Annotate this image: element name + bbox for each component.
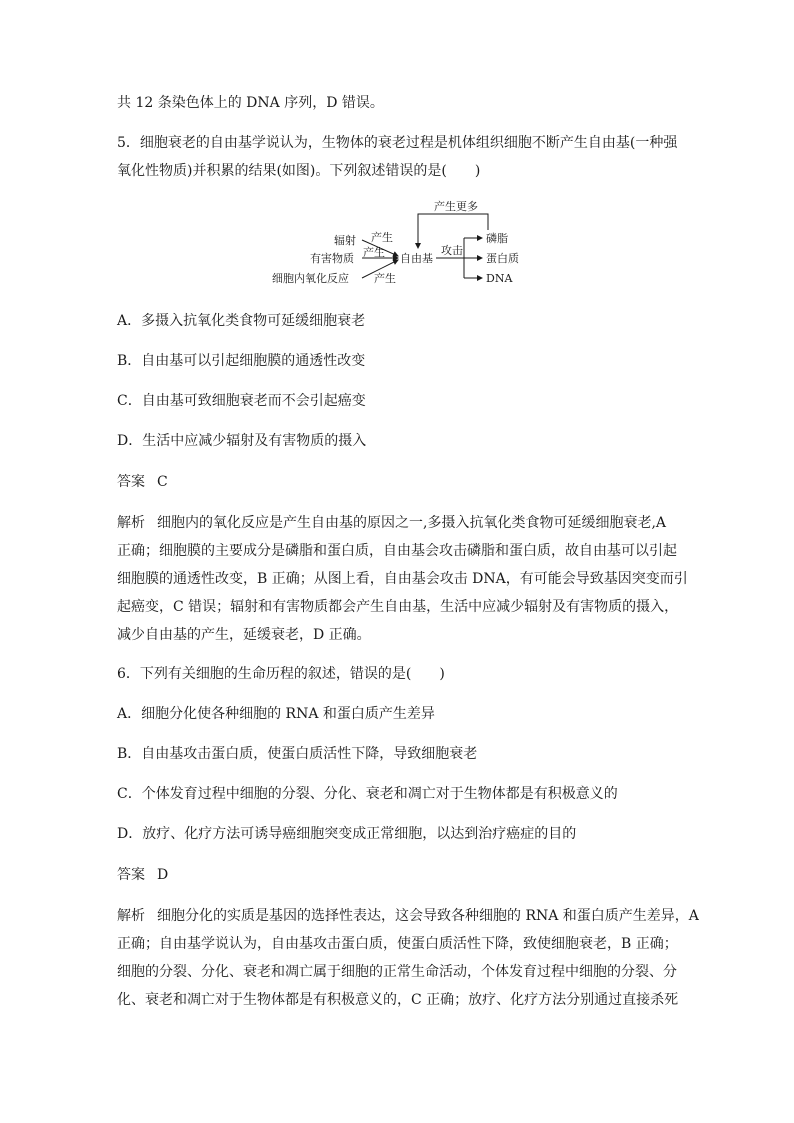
diagram-target-1: 磷脂	[486, 232, 508, 245]
option-6-c: C．个体发育过程中细胞的分裂、分化、衰老和凋亡对于生物体都是有积极意义的	[117, 786, 618, 802]
produce-label-1: 产生	[371, 231, 393, 244]
option-5-c: C．自由基可致细胞衰老而不会引起癌变	[117, 393, 366, 409]
explanation-6-line-3: 细胞的分裂、分化、衰老和凋亡属于细胞的正常生命活动，个体发育过程中细胞的分裂、分	[117, 964, 677, 980]
produce-label-2: 产生	[363, 246, 385, 259]
explanation-label: 解析	[117, 515, 145, 531]
explanation-6-line-4: 化、衰老和凋亡对于生物体都是有积极意义的，C 正确；放疗、化疗方法分别通过直接杀死	[117, 992, 679, 1008]
option-5-a: A．多摄入抗氧化类食物可延缓细胞衰老	[117, 313, 366, 329]
explanation-5-line-4: 起癌变，C 错误；辐射和有害物质都会产生自由基，生活中应减少辐射及有害物质的摄入，	[117, 599, 679, 615]
explanation-text: 细胞内的氧化反应是产生自由基的原因之一,多摄入抗氧化类食物可延缓细胞衰老,A	[157, 515, 667, 531]
free-radical-diagram	[270, 196, 540, 292]
option-6-a: A．细胞分化使各种细胞的 RNA 和蛋白质产生差异	[117, 706, 435, 722]
produce-label-3: 产生	[374, 272, 396, 285]
question-5-stem: 5．细胞衰老的自由基学说认为，生物体的衰老过程是机体组织细胞不断产生自由基(一种强	[117, 135, 678, 151]
explanation-5-line-1	[117, 513, 666, 533]
answer-5	[117, 472, 168, 492]
question-5-stem-cont: 氧化性物质)并积累的结果(如图)。下列叙述错误的是( )	[117, 163, 481, 179]
diagram-source-1: 辐射	[334, 234, 356, 247]
diagram-target-2: 蛋白质	[486, 252, 519, 265]
answer-label: 答案	[117, 474, 145, 490]
attack-label: 攻击	[441, 244, 463, 257]
diagram-svg	[270, 196, 540, 292]
option-5-d: D．生活中应减少辐射及有害物质的摄入	[117, 433, 367, 449]
feedback-label: 产生更多	[434, 200, 478, 213]
text-line: 共 12 条染色体上的 DNA 序列，D 错误。	[117, 95, 384, 111]
option-5-b: B．自由基可以引起细胞膜的通透性改变	[117, 353, 366, 369]
diagram-target-3: DNA	[486, 272, 513, 285]
explanation-text: 细胞分化的实质是基因的选择性表达，这会导致各种细胞的 RNA 和蛋白质产生差异，A	[157, 908, 699, 924]
explanation-6-line-2: 正确；自由基学说认为，自由基攻击蛋白质，使蛋白质活性下降，致使细胞衰老，B 正确；	[117, 936, 678, 952]
answer-value: D	[157, 867, 169, 883]
option-6-b: B．自由基攻击蛋白质，使蛋白质活性下降，导致细胞衰老	[117, 746, 478, 762]
explanation-5-line-2: 正确；细胞膜的主要成分是磷脂和蛋白质，自由基会攻击磷脂和蛋白质，故自由基可以引起	[117, 543, 677, 559]
feedback-arrow	[418, 214, 488, 248]
explanation-label: 解析	[117, 908, 145, 924]
explanation-5-line-3: 细胞膜的通透性改变，B 正确；从图上看，自由基会攻击 DNA，有可能会导致基因突变而引	[117, 571, 688, 587]
option-6-d: D．放疗、化疗方法可诱导癌细胞突变成正常细胞，以达到治疗癌症的目的	[117, 826, 577, 842]
answer-value: C	[157, 474, 168, 490]
explanation-5-line-5: 减少自由基的产生，延缓衰老，D 正确。	[117, 627, 371, 643]
answer-label: 答案	[117, 867, 145, 883]
diagram-source-2: 有害物质	[310, 252, 354, 265]
question-6-stem: 6．下列有关细胞的生命历程的叙述，错误的是( )	[117, 666, 445, 682]
diagram-source-3: 细胞内氧化反应	[272, 272, 349, 285]
explanation-6-line-1	[117, 906, 699, 926]
answer-6	[117, 865, 168, 885]
diagram-center: 自由基	[400, 252, 433, 265]
